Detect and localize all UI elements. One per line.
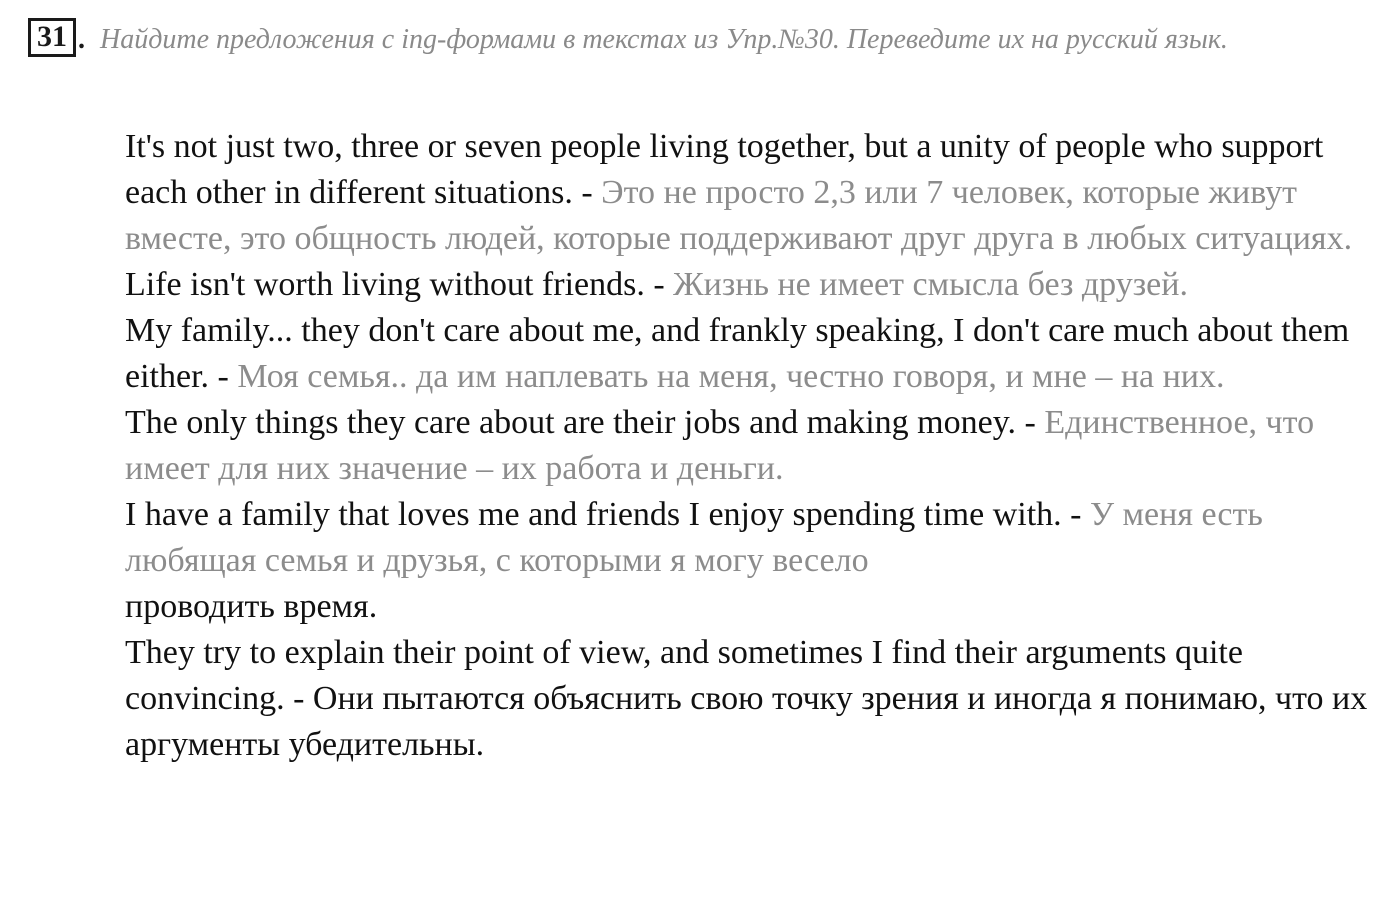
- exercise-header: [28, 16, 1368, 64]
- sentence-pair-3: [125, 308, 1375, 400]
- sentence-pair-2: [125, 262, 1375, 308]
- sentence-pair-5: [125, 492, 1375, 584]
- russian-translation-continued: проводить время.: [125, 588, 378, 625]
- sentence-pair-6: [125, 630, 1375, 768]
- exercise-answers: [125, 124, 1375, 768]
- sentence-pair-4: [125, 400, 1375, 492]
- english-sentence: It's not just two, three or seven people living together, but a unity of people who support each other in different situations. -: [125, 128, 1324, 211]
- russian-translation: Моя семья.. да им наплевать на меня, честно говоря, и мне – на них.: [237, 358, 1225, 395]
- english-sentence: The only things they care about are their jobs and making money. -: [125, 404, 1036, 441]
- russian-translation: У меня есть любящая семья и друзья, с которыми я могу весело: [125, 496, 1263, 579]
- exercise-number: 31: [28, 18, 76, 57]
- english-sentence: My family... they don't care about me, and frankly speaking, I don't care much about them either. -: [125, 312, 1350, 395]
- sentence-pair-1: [125, 124, 1375, 262]
- english-sentence: Life isn't worth living without friends. -: [125, 266, 665, 303]
- exercise-instruction: Найдите предложения с ing-формами в текстах из Упр.№30. Переведите их на русский язык.: [100, 24, 1228, 55]
- russian-translation: Это не просто 2,3 или 7 человек, которые живут вместе, это общность людей, которые поддерживают друг друга в любых ситуациях.: [125, 174, 1353, 257]
- russian-translation: Они пытаются объяснить свою точку зрения и иногда я понимаю, что их аргументы убедительны.: [125, 680, 1368, 763]
- russian-translation: Жизнь не имеет смысла без друзей.: [673, 266, 1188, 303]
- english-sentence: I have a family that loves me and friends I enjoy spending time with. -: [125, 496, 1082, 533]
- sentence-pair-5-continued: [125, 584, 1375, 630]
- russian-translation: Единственное, что имеет для них значение – их работа и деньги.: [125, 404, 1315, 487]
- english-sentence: They try to explain their point of view, and sometimes I find their arguments quite convincing. -: [125, 634, 1243, 717]
- exercise-number-dot: .: [78, 24, 85, 55]
